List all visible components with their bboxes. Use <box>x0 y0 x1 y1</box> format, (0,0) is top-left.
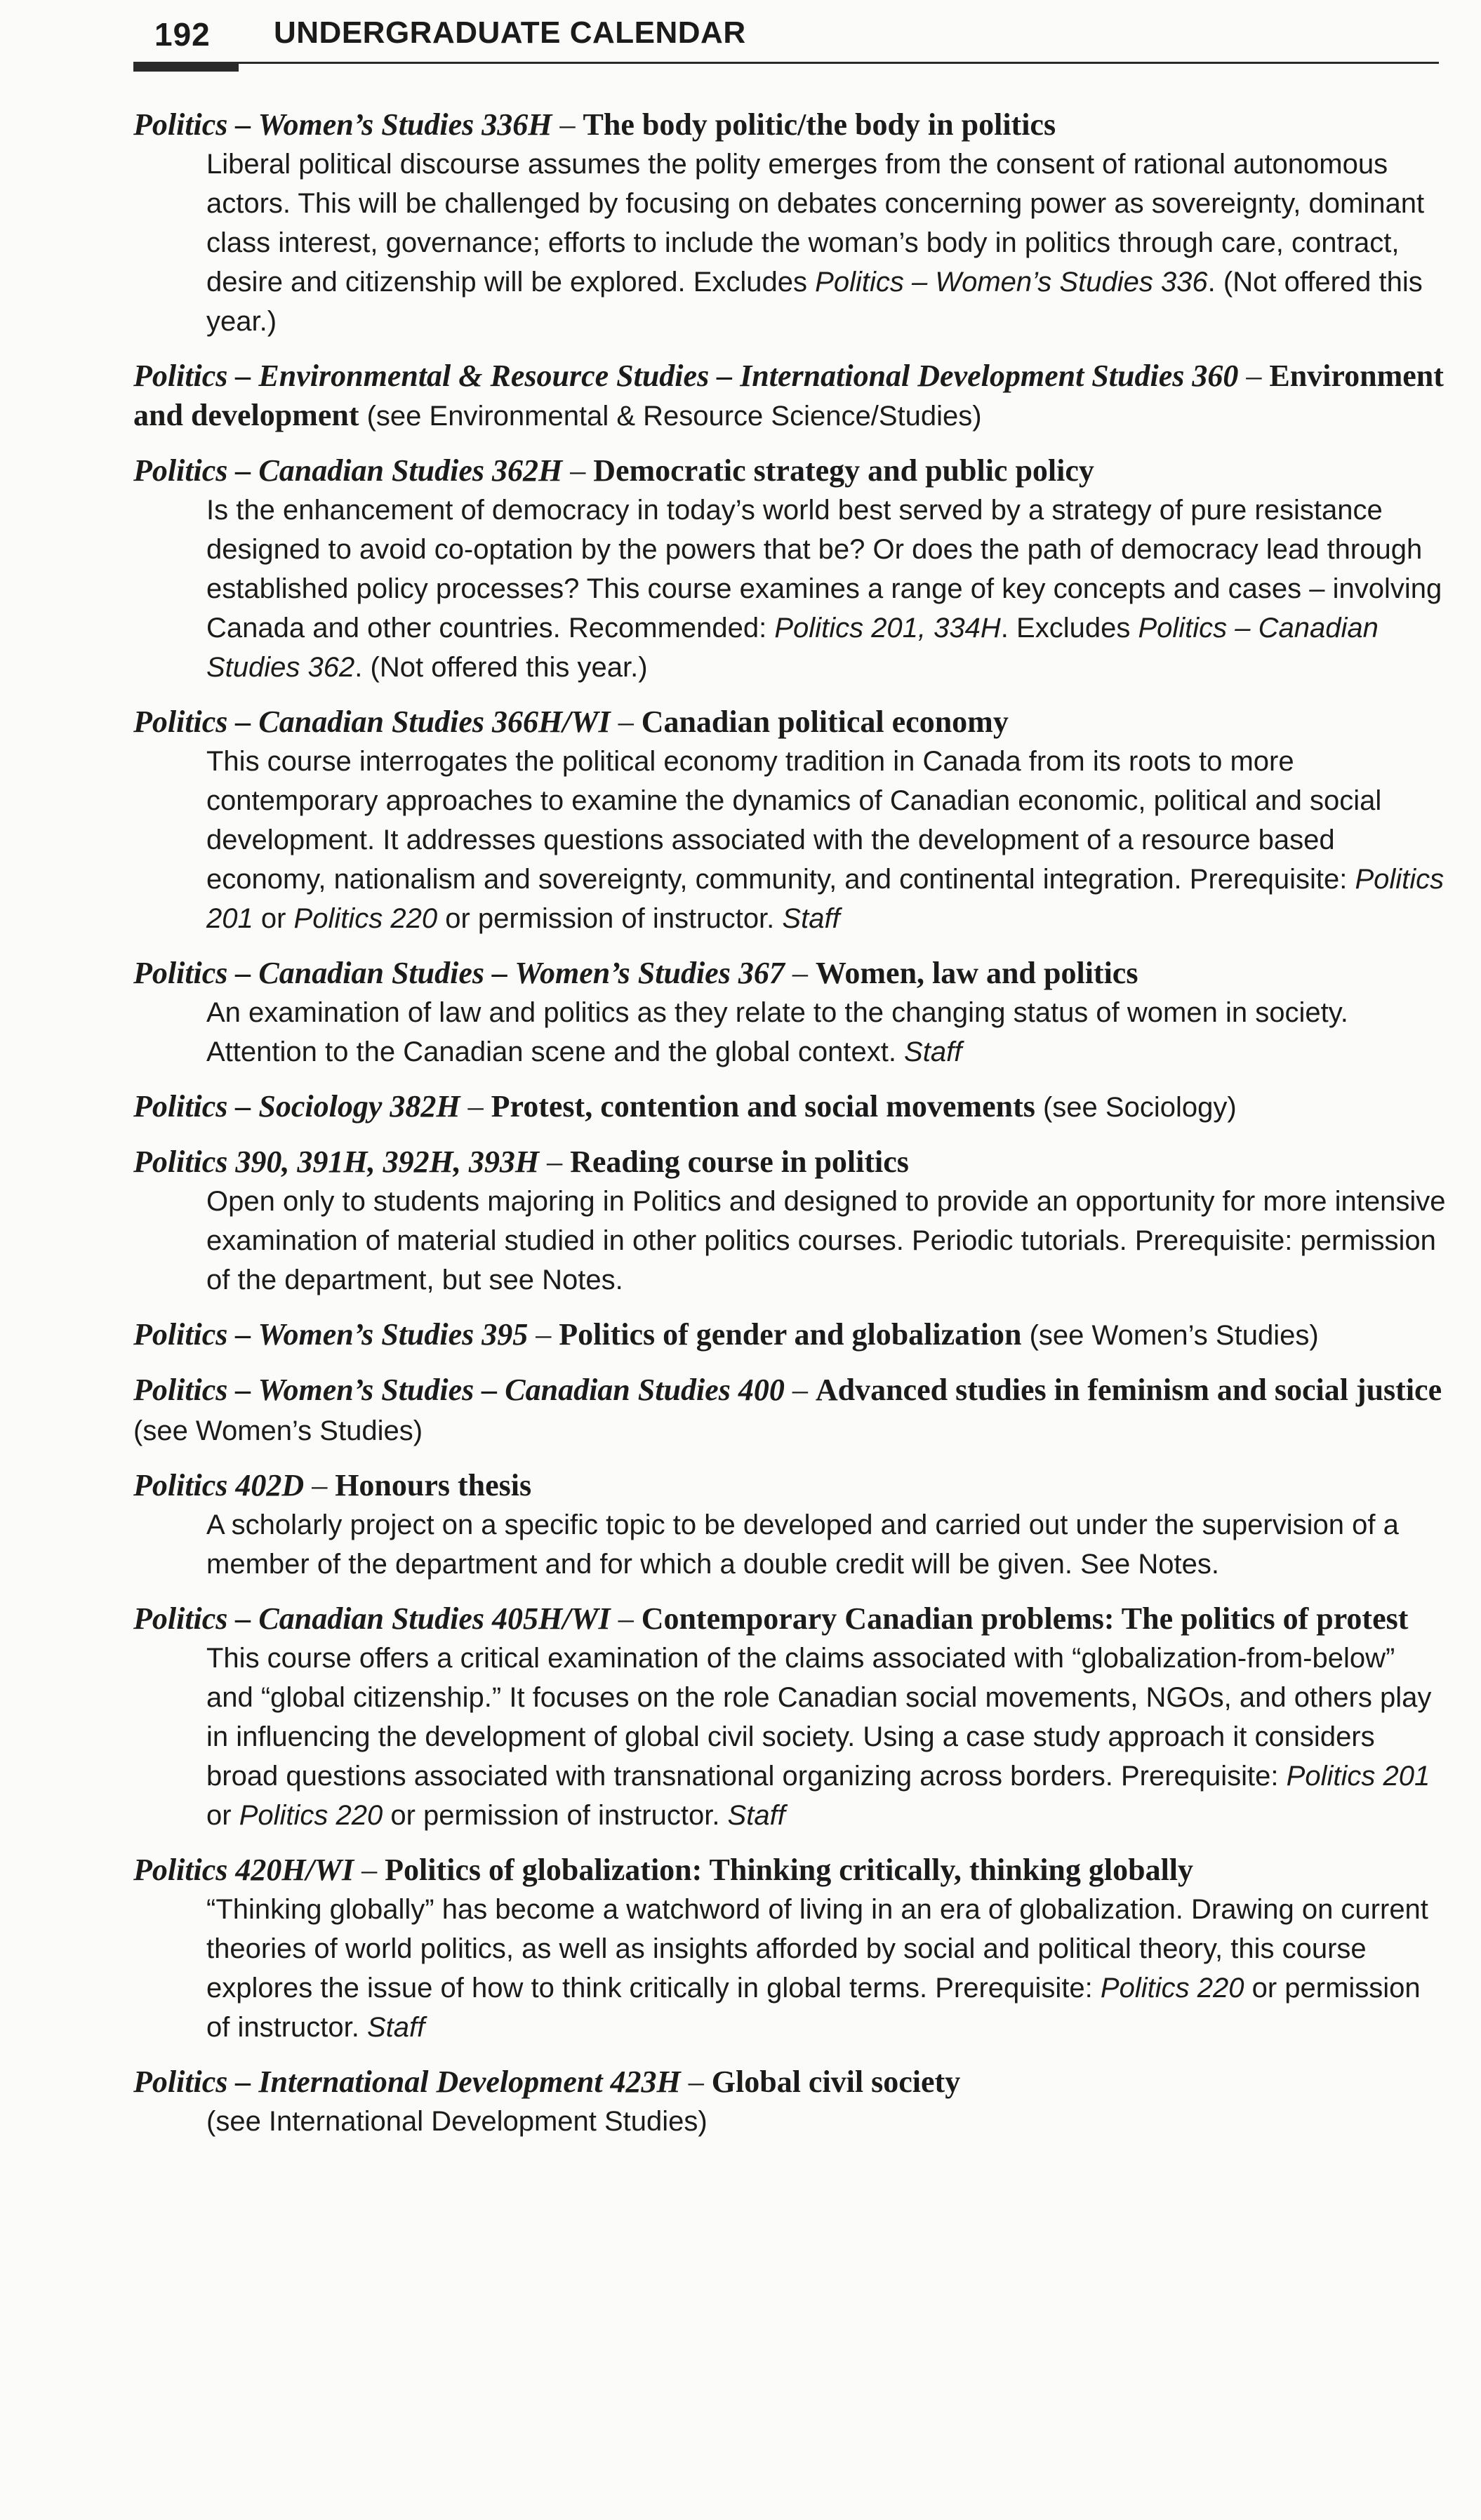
description-text: . (Not offered this year.) <box>206 267 1423 337</box>
course-entry <box>133 2062 1446 2141</box>
course-code: Politics – Women’s Studies 336H <box>133 107 552 142</box>
course-cross-reference: (see Women’s Studies) <box>1021 1320 1319 1351</box>
course-heading <box>133 1315 1446 1355</box>
description-text: Liberal political discourse assumes the polity emerges from the consent of rational autonomous actors. This will be challenged by focusing on debates concerning power as sovereignty, dominant class interest, governance; efforts to include the woman’s body in politics through care, contract, desire and citizenship will be explored. Excludes <box>206 149 1425 298</box>
course-entry <box>133 1371 1446 1451</box>
heading-separator: – <box>460 1089 491 1124</box>
description-text: This course offers a critical examination of the claims associated with “globalization-from-below” and “global citizenship.” It focuses on the role Canadian social movements, NGOs, and others play in influencing the development of global civil society. Using a case study approach it considers broad questions associated with transnational organizing across borders. Prerequisite: <box>206 1643 1432 1792</box>
course-cross-reference: (see Environmental & Resource Science/Studies) <box>359 401 982 432</box>
heading-separator: – <box>562 453 594 488</box>
heading-separator: – <box>784 1373 816 1407</box>
course-heading <box>133 1142 1446 1182</box>
course-title: Democratic strategy and public policy <box>593 453 1094 488</box>
description-text: An examination of law and politics as they relate to the changing status of women in society. Attention to the Canadian scene and the global context. <box>206 997 1348 1067</box>
course-title: Global civil society <box>711 2065 961 2099</box>
course-code: Politics – Sociology 382H <box>133 1089 460 1124</box>
description-text: Is the enhancement of democracy in today’s world best served by a strategy of pure resistance designed to avoid co-optation by the powers that be? Or does the path of democracy lead through established policy processes? This course examines a range of key concepts and cases – involving Canada and other countries. Recommended: <box>206 495 1442 644</box>
course-title: Canadian political economy <box>641 705 1009 739</box>
page-header <box>133 8 1439 79</box>
course-code: Politics – Canadian Studies 362H <box>133 453 563 488</box>
course-reference: Staff <box>727 1800 785 1831</box>
heading-separator: – <box>610 1601 642 1636</box>
course-entry <box>133 1599 1446 1835</box>
description-text: or <box>253 903 294 934</box>
course-reference: Politics – Canadian Studies 362 <box>206 613 1379 683</box>
course-code: Politics – Women’s Studies – Canadian Studies 400 <box>133 1373 785 1407</box>
course-title: Environment and development <box>133 359 1444 432</box>
course-title: Honours thesis <box>335 1468 532 1502</box>
description-text: or permission of instructor. <box>206 1973 1421 2043</box>
course-title: Advanced studies in feminism and social justice <box>815 1373 1442 1407</box>
heading-separator: – <box>784 956 816 990</box>
course-reference: Politics – Women’s Studies 336 <box>815 267 1208 298</box>
course-heading <box>133 451 1446 491</box>
course-entry <box>133 451 1446 687</box>
course-title: Protest, contention and social movements <box>491 1089 1035 1124</box>
description-text: . (Not offered this year.) <box>354 652 648 683</box>
page-number: 192 <box>154 16 211 53</box>
description-text: or permission of instructor. <box>437 903 783 934</box>
header-rule <box>133 62 1439 64</box>
course-code: Politics – Environmental & Resource Studies – International Development Studies 360 <box>133 359 1239 393</box>
course-heading <box>133 1599 1446 1639</box>
course-code: Politics 390, 391H, 392H, 393H <box>133 1145 540 1179</box>
course-description <box>133 1182 1446 1300</box>
description-text: or permission of instructor. <box>383 1800 728 1831</box>
course-description <box>133 145 1446 341</box>
description-text: This course interrogates the political economy tradition in Canada from its roots to more contemporary approaches to examine the dynamics of Canadian economic, political and social development. It addresses questions associated with the development of a resource based economy, nationalism and sovereignty, community, and continental integration. Prerequisite: <box>206 746 1382 895</box>
course-title: Reading course in politics <box>570 1145 909 1179</box>
heading-separator: – <box>304 1468 336 1502</box>
course-heading <box>133 1466 1446 1505</box>
course-title: The body politic/the body in politics <box>583 107 1056 142</box>
course-cross-reference: (see Sociology) <box>1035 1092 1237 1123</box>
course-description <box>133 742 1446 938</box>
course-reference: Politics 201, 334H <box>774 613 1001 644</box>
course-code: Politics – Women’s Studies 395 <box>133 1317 529 1352</box>
course-reference: Staff <box>904 1036 962 1067</box>
course-reference: Politics 201 <box>206 864 1445 934</box>
course-title: Politics of gender and globalization <box>559 1317 1022 1352</box>
course-entry <box>133 954 1446 1072</box>
heading-separator: – <box>354 1853 385 1887</box>
course-reference: Staff <box>366 2012 425 2043</box>
course-heading <box>133 1371 1446 1451</box>
course-title: Contemporary Canadian problems: The politics of protest <box>641 1601 1409 1636</box>
heading-separator: – <box>552 107 583 142</box>
course-code: Politics – Canadian Studies – Women’s Studies 367 <box>133 956 785 990</box>
course-heading <box>133 356 1446 436</box>
course-description <box>133 993 1446 1072</box>
description-text: or <box>206 1800 239 1831</box>
course-code: Politics 402D <box>133 1468 305 1502</box>
running-head: UNDERGRADUATE CALENDAR <box>274 15 746 50</box>
description-text: “Thinking globally” has become a watchword of living in an era of globalization. Drawing on current theories of world politics, as well as insights afforded by social and political theory, this course explores the issue of how to think critically in global terms. Prerequisite: <box>206 1894 1428 2004</box>
course-title: Politics of globalization: Thinking critically, thinking globally <box>385 1853 1194 1887</box>
course-entry <box>133 1142 1446 1300</box>
course-description <box>133 1505 1446 1584</box>
course-heading <box>133 1087 1446 1127</box>
description-text: . Excludes <box>1000 613 1138 644</box>
course-heading <box>133 954 1446 993</box>
course-heading <box>133 105 1446 145</box>
description-text: (see International Development Studies) <box>206 2106 708 2137</box>
course-description <box>133 1639 1446 1835</box>
course-code: Politics – Canadian Studies 405H/WI <box>133 1601 611 1636</box>
course-entry <box>133 1087 1446 1127</box>
course-reference: Politics 220 <box>1100 1973 1244 2004</box>
course-entry <box>133 1466 1446 1584</box>
course-listing <box>133 105 1446 2156</box>
course-reference: Staff <box>782 903 840 934</box>
course-cross-reference: (see Women’s Studies) <box>133 1415 423 1446</box>
course-description <box>133 1890 1446 2047</box>
heading-separator: – <box>528 1317 559 1352</box>
header-rule-accent <box>133 62 239 72</box>
course-entry <box>133 356 1446 436</box>
heading-separator: – <box>539 1145 571 1179</box>
course-heading <box>133 702 1446 742</box>
course-entry <box>133 1315 1446 1355</box>
course-title: Women, law and politics <box>815 956 1138 990</box>
course-entry <box>133 105 1446 341</box>
course-code: Politics 420H/WI <box>133 1853 354 1887</box>
description-text: Open only to students majoring in Politics and designed to provide an opportunity for more intensive examination of material studied in other politics courses. Periodic tutorials. Prerequisite: permission of the department, but see Notes. <box>206 1186 1446 1295</box>
course-entry <box>133 702 1446 938</box>
description-text: A scholarly project on a specific topic to be developed and carried out under the supervision of a member of the department and for which a double credit will be given. See Notes. <box>206 1509 1399 1580</box>
heading-separator: – <box>610 705 642 739</box>
course-description <box>133 2102 1446 2141</box>
course-heading <box>133 2062 1446 2102</box>
course-description <box>133 491 1446 687</box>
course-reference: Politics 201 <box>1286 1761 1430 1792</box>
course-heading <box>133 1851 1446 1890</box>
course-code: Politics – International Development 423H <box>133 2065 681 2099</box>
course-reference: Politics 220 <box>239 1800 383 1831</box>
heading-separator: – <box>680 2065 712 2099</box>
course-code: Politics – Canadian Studies 366H/WI <box>133 705 611 739</box>
course-entry <box>133 1851 1446 2047</box>
course-reference: Politics 220 <box>293 903 438 934</box>
heading-separator: – <box>1238 359 1270 393</box>
